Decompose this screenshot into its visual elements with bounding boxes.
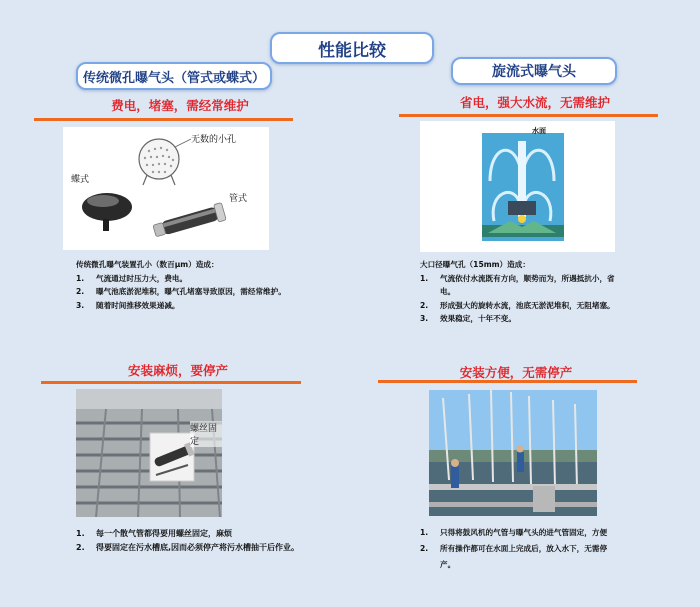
left-divider <box>34 118 293 121</box>
holes-label: 无数的小孔 <box>191 135 237 145</box>
right-divider <box>399 114 658 117</box>
screw-fixing-label: 螺丝固定 <box>190 421 222 447</box>
water-surface-label: 水面 <box>532 127 546 135</box>
left-intro: 传统微孔曝气装置孔小（数百μm）造成： <box>76 260 219 269</box>
left-slogan: 费电，堵塞，需经常维护 <box>111 98 249 113</box>
right-slogan: 省电，强大水流，无需维护 <box>459 95 610 110</box>
list-item: 1. 气流通过时压力大，费电。 <box>76 273 188 283</box>
list-item: 2. 曝气池底淤泥堆积，曝气孔堵塞导致原因，需经常维护。 <box>76 287 286 297</box>
screw-fixing-photo <box>76 389 222 517</box>
traditional-diffuser-image <box>63 127 269 250</box>
swirl-diffuser-image <box>420 121 615 252</box>
left-heading: 传统微孔曝气头（管式或蝶式） <box>76 62 272 90</box>
list-item: 1. 气流依付水流既有方向，顺势而为，所遇抵抗小，省电。 <box>420 273 615 297</box>
list-item: 3. 随着时间推移效果递减。 <box>76 300 180 310</box>
list-item: 2. 所有操作都可在水面上完成后，放入水下，无需停产。 <box>420 544 608 569</box>
list-item: 2. 得要固定在污水槽底,因而必须停产将污水槽抽干后作业。 <box>76 543 300 552</box>
pipe-diffuser-icon <box>152 203 226 240</box>
left-slogan-2: 安装麻烦，要停产 <box>127 363 228 378</box>
installation-photo <box>429 390 597 516</box>
left-description <box>76 258 298 312</box>
right-install-notes <box>420 525 616 573</box>
right-heading: 旋流式曝气头 <box>451 57 617 85</box>
list-item: 3. 效果稳定，十年不变。 <box>420 314 516 324</box>
list-item: 1. 每一个散气管都得要用螺丝固定，麻烦 <box>76 529 232 538</box>
right-intro: 大口径曝气孔（15mm）造成： <box>420 260 530 269</box>
right-divider-2 <box>378 380 637 383</box>
list-item: 2. 形成强大的旋转水流，池底无淤泥堆积，无阻堵塞。 <box>420 300 615 310</box>
dome-diffuser-icon <box>139 139 191 185</box>
left-divider-2 <box>41 381 301 384</box>
list-item: 1. 只得将鼓风机的气管与曝气头的进气管固定，方便 <box>420 528 608 537</box>
right-slogan-2: 安装方便，无需停产 <box>459 365 573 380</box>
disc-label: 蝶式 <box>71 175 90 185</box>
page-title: 性能比较 <box>270 32 434 64</box>
left-install-notes <box>76 527 302 555</box>
right-description <box>420 258 620 326</box>
disc-diffuser-icon <box>82 193 132 231</box>
pipe-label: 管式 <box>229 194 248 204</box>
